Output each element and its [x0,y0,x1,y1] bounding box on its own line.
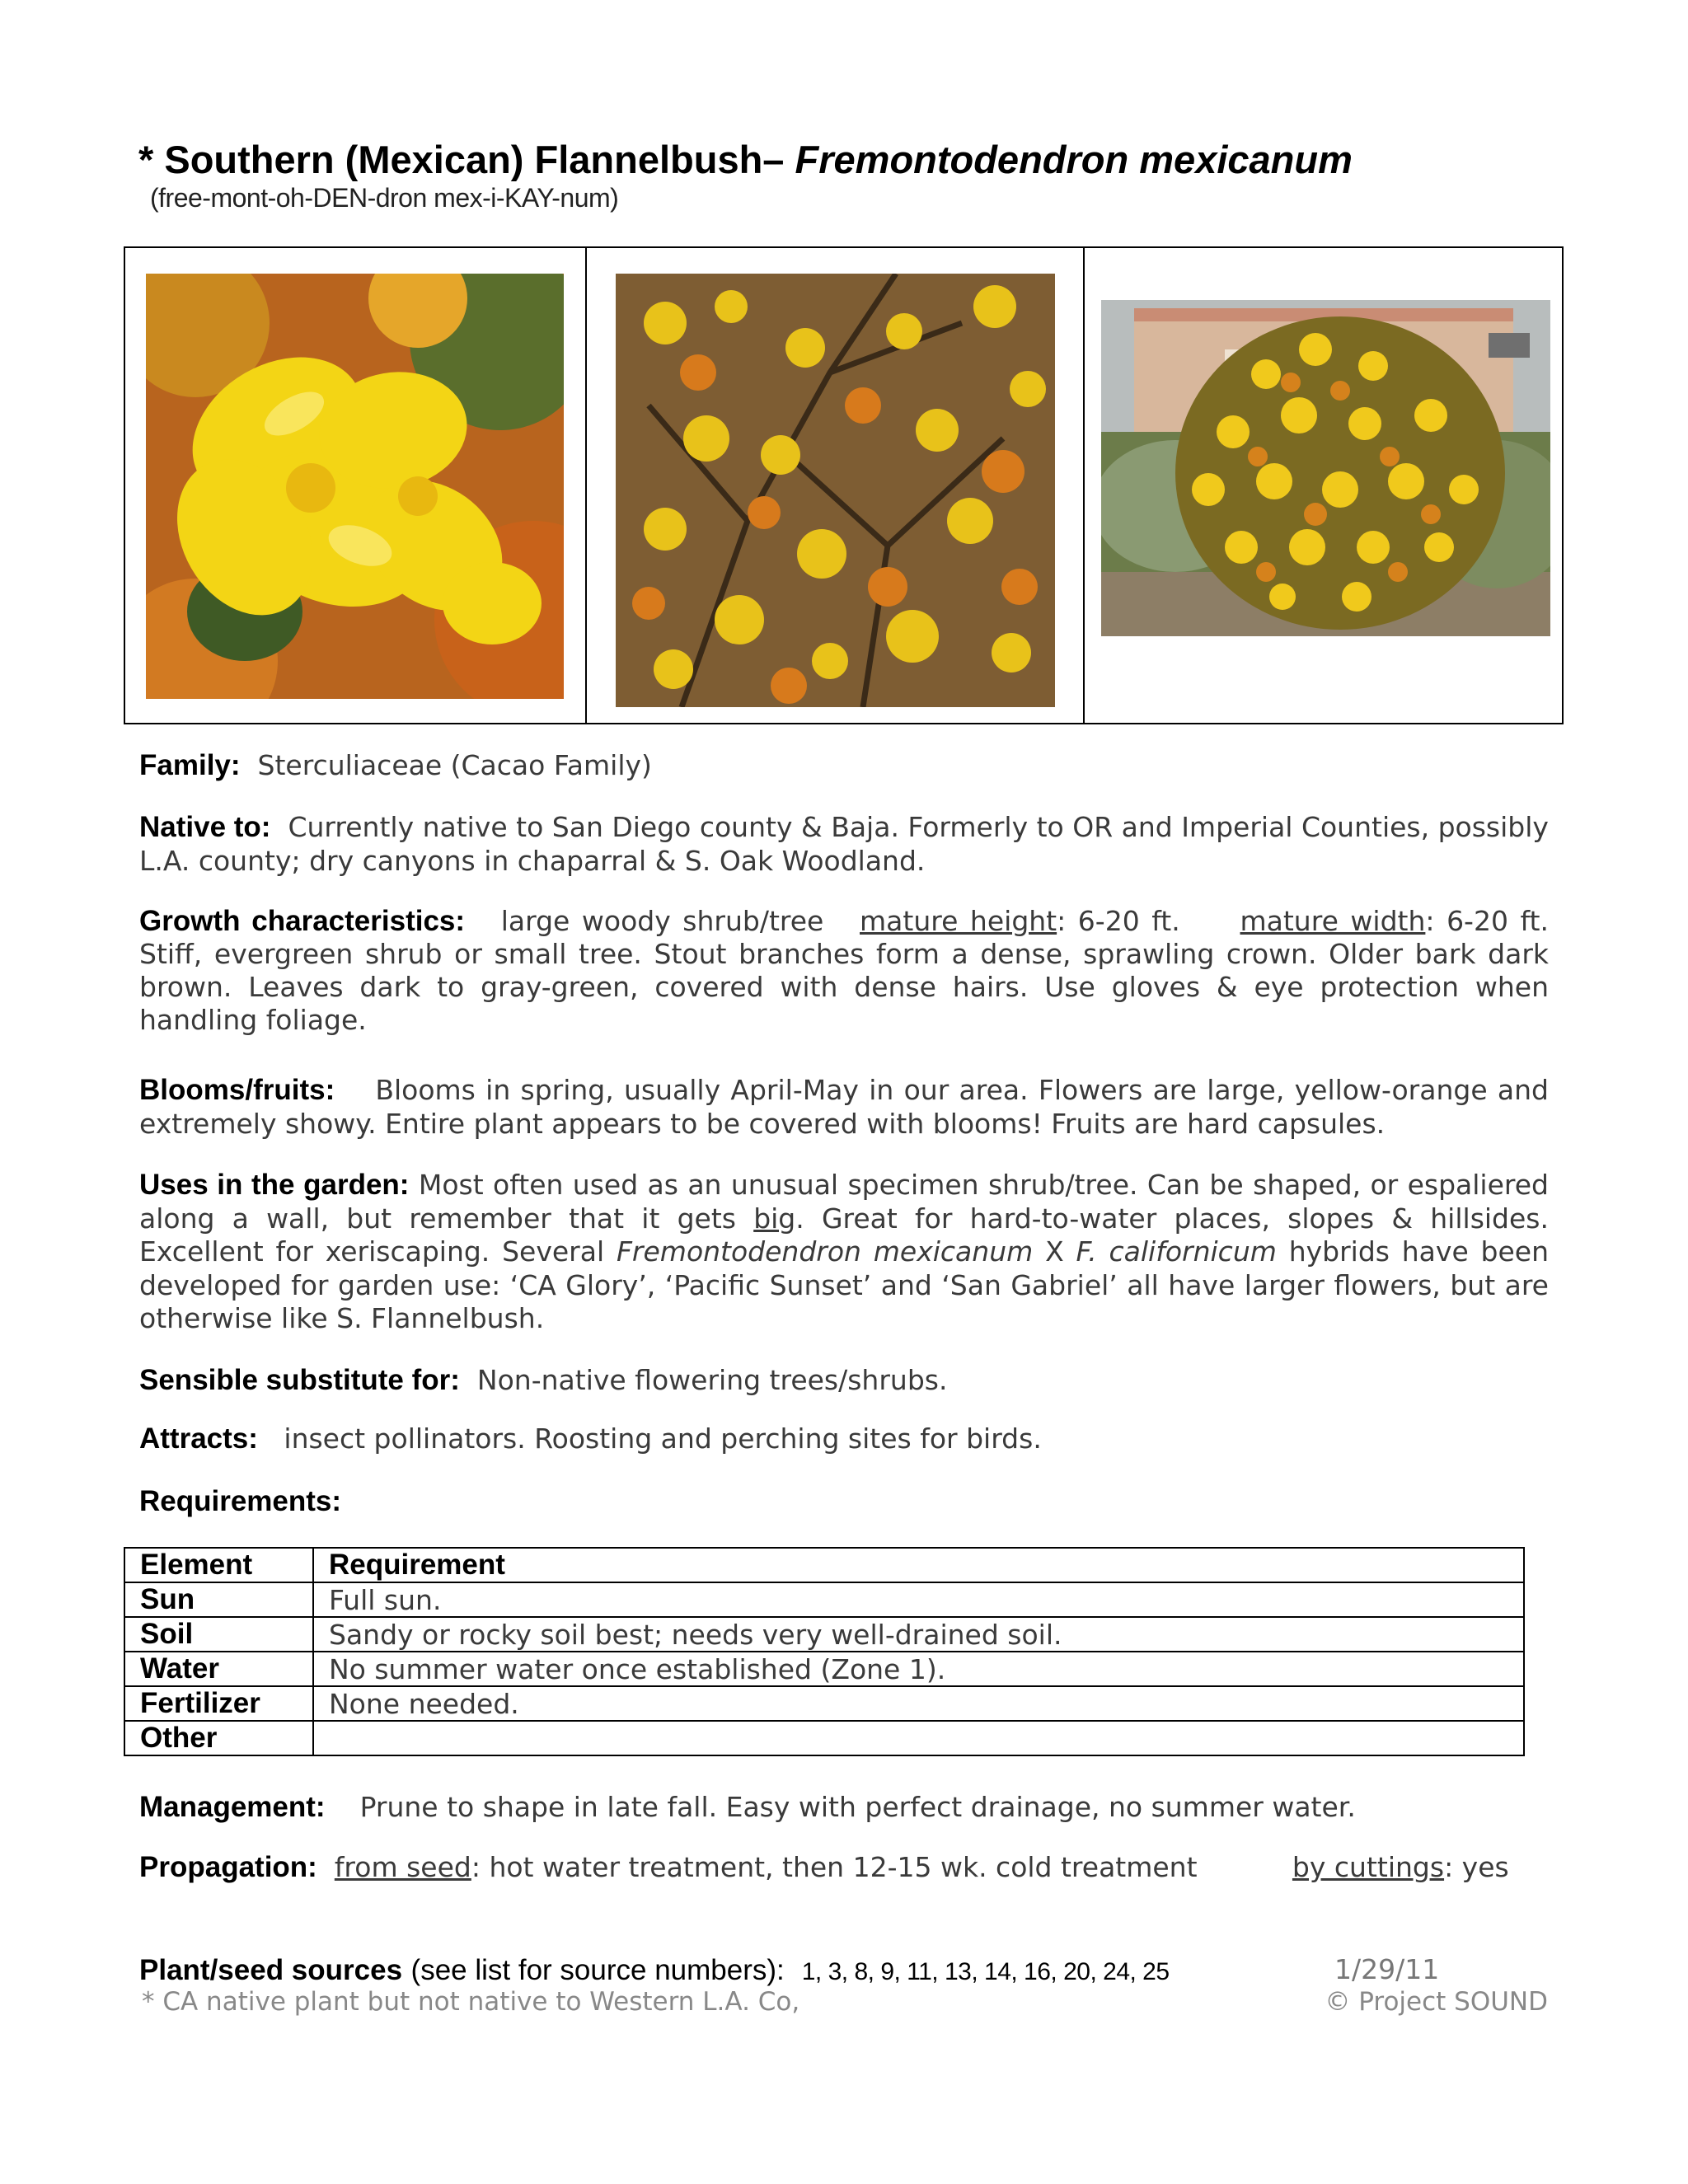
sources-note: (see list for source numbers): [410,1954,785,1986]
sources-numbers: 1, 3, 8, 9, 11, 13, 14, 16, 20, 24, 25 [801,1958,1170,1985]
blooms-label: Blooms/fruits: [139,1074,335,1106]
table-row [124,1686,1524,1721]
native-label: Native to: [139,811,271,843]
from-seed-label: from seed [334,1851,471,1883]
uses-latin-2: F. californicum [1076,1235,1277,1268]
requirement-cell: No summer water once established (Zone 1). [313,1652,1524,1686]
family-text: Sterculiaceae (Cacao Family) [257,749,652,781]
blooms-section [139,1073,1549,1141]
propagation-label: Propagation: [139,1851,317,1883]
copyright: © Project SOUND [1325,1987,1548,2017]
whole-shrub-photo [1101,300,1550,636]
requirement-header: Requirement [313,1548,1524,1582]
requirement-cell [313,1721,1524,1755]
flower-closeup-photo [146,274,564,699]
substitute-section [139,1363,1549,1397]
element-cell: Soil [124,1617,313,1652]
element-cell: Sun [124,1582,313,1617]
growth-label: Growth characteristics: [139,905,466,937]
mature-height-label: mature height [860,905,1057,937]
growth-section [139,905,1549,1037]
revision-date: 1/29/11 [1334,1953,1440,1985]
footer-note: * CA native plant but not native to Western L.A. Co, [142,1987,800,2017]
page-title [138,137,1353,182]
requirements-section [139,1484,1549,1518]
uses-text-1: Most often used as an unusual specimen shrub/tree. Can be shaped, or espaliered along a wall, but remember that it gets [139,1169,1549,1235]
photo-table-divider [1083,248,1085,723]
mature-width-value: : 6-20 ft. [1425,905,1549,937]
requirement-cell: None needed. [313,1686,1524,1721]
family-section [139,748,1549,782]
requirements-label: Requirements: [139,1485,342,1517]
flower-closeup-image [146,274,564,699]
uses-x: X [1045,1235,1064,1268]
attracts-text: insect pollinators. Roosting and perching sites for birds. [284,1422,1042,1455]
propagation-section [139,1850,1532,1884]
table-row [124,1582,1524,1617]
element-cell: Water [124,1652,313,1686]
uses-latin-1: Fremontodendron mexicanum [616,1235,1034,1268]
table-row [124,1721,1524,1755]
photo-table [124,246,1564,724]
by-cuttings-text: : yes [1444,1851,1509,1883]
element-cell: Other [124,1721,313,1755]
mature-height-value: : 6-20 ft. [1057,905,1180,937]
element-header: Element [124,1548,313,1582]
uses-text-2: . Great for hard-to-water places, slopes & hillsides. Excellent for xeriscaping. Several [139,1202,1549,1268]
table-row [124,1652,1524,1686]
title-common-name: * Southern (Mexican) Flannelbush– [138,138,785,181]
requirements-table [124,1547,1525,1756]
uses-text-3: hybrids have been developed for garden use: ‘CA Glory’, ‘Pacific Sunset’ and ‘San Gabriel’ all have larger flowers, but are otherwise like S. Flannelbush. [139,1235,1550,1334]
requirements-header-row [124,1548,1524,1582]
growth-text: Stiff, evergreen shrub or small tree. Stout branches form a dense, sprawling crown. Older bark dark brown. Leaves dark to gray-green, covered with dense hairs. Use gloves & eye protection when handling foliage. [139,938,1549,1036]
family-label: Family: [139,749,241,781]
native-section [139,810,1549,878]
growth-intro: large woody shrub/tree [500,905,824,937]
substitute-label: Sensible substitute for: [139,1364,460,1396]
native-text: Currently native to San Diego county & Baja. Formerly to OR and Imperial Counties, possibly L.A. county; dry canyons in chaparral & S. Oak Woodland. [139,811,1549,877]
table-row [124,1617,1524,1652]
uses-section [139,1169,1549,1336]
requirement-cell: Sandy or rocky soil best; needs very well-drained soil. [313,1617,1524,1652]
title-latin-name: Fremontodendron mexicanum [795,138,1353,181]
management-section [139,1790,1549,1824]
uses-big: big [753,1202,796,1235]
management-text: Prune to shape in late fall. Easy with perfect drainage, no summer water. [359,1791,1356,1823]
uses-label: Uses in the garden: [139,1169,410,1201]
by-cuttings-label: by cuttings [1292,1851,1445,1883]
from-seed-text: : hot water treatment, then 12-15 wk. cold treatment [471,1851,1198,1883]
photo-table-divider [585,248,587,723]
management-label: Management: [139,1791,326,1823]
substitute-text: Non-native flowering trees/shrubs. [476,1364,948,1396]
attracts-label: Attracts: [139,1422,258,1455]
branches-in-bloom-photo [616,274,1055,707]
sources-section [139,1953,1293,1989]
attracts-section [139,1422,1549,1455]
sources-label: Plant/seed sources [139,1954,403,1986]
whole-shrub-image [1101,300,1550,636]
branches-in-bloom-image [616,274,1055,707]
mature-width-label: mature width [1240,905,1426,937]
blooms-text: Blooms in spring, usually April-May in our area. Flowers are large, yellow-orange and extremely showy. Entire plant appears to be covered with blooms! Fruits are hard capsules. [139,1074,1549,1140]
requirement-cell: Full sun. [313,1582,1524,1617]
pronunciation: (free-mont-oh-DEN-dron mex-i-KAY-num) [150,183,619,213]
element-cell: Fertilizer [124,1686,313,1721]
